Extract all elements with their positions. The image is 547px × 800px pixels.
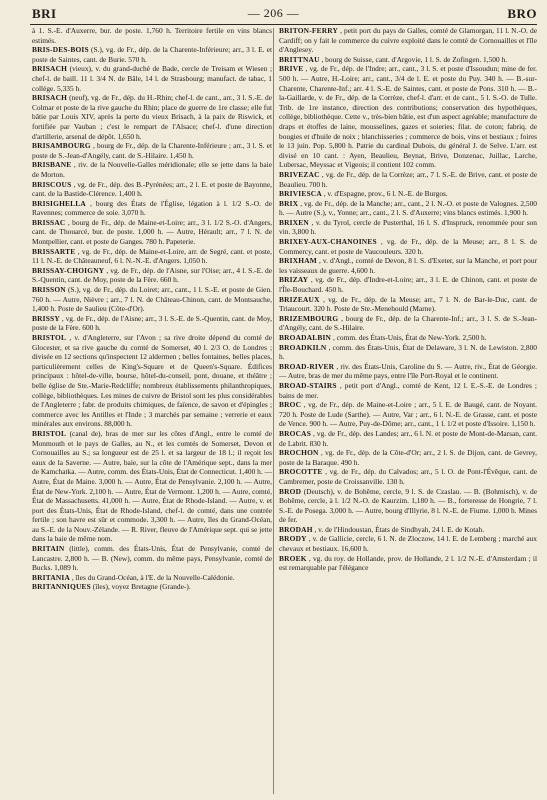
entry-text: (canal de), bras de mer sur les côtes d'Angl., entre le comté de Monmouth et le pays de Galles, au N., et les comtés de Somerset, Devon et Cornouailles au S.; sa longueur est de 25 l. et sa largeur de 18 l.; il reçoit les eaux de la Saverne. — Autre, baie, sur la côte de l'Amérique sept., dans la mer de Kamchatka. — Autre, comm. des États-Unis, État de Connecticut. 1,400 h. — Autre, État de Maine. 3,000 h. — Autre, État de Pensylvanie. 2,100 h. — Autre, État de New-York. 2,100 h. — Autre, État de Vermont. 1,200 h. — Autre, comté, État de Massachusetts. 41,000 h. — Autre, État de Rhode-Island. — Autre, v. et port des États-Unis, État de Rhode-Island, chef-l. de comté, dans une contrée fertile ; son havre est sûr et commode. 3,300 h. — Autre, îles du Grand-Océan, au S.-E. de la Nouv.-Zélande. — R. River, fleuve de l'Amérique sept. qui se jette dans la baie de même nom. xyxy=(32,428,272,544)
dictionary-entry xyxy=(32,573,272,583)
dictionary-entry xyxy=(279,26,537,55)
dictionary-entry xyxy=(32,93,272,141)
column-divider xyxy=(273,28,274,794)
entry-text: , petit port du pays de Galles, comté de Glamorgan, 11 l. N.-O. de Cardiff; on y fait le commerce du cuivre exploité dans le comté de Cornouailles et l'île d'Anglesey. xyxy=(279,26,537,55)
entry-headword: BRIZEAUX xyxy=(279,294,320,304)
entry-headword: BROCOTTE xyxy=(279,467,323,477)
entry-headword: BROC xyxy=(279,400,302,410)
entry-headword: BRISIGHELLA xyxy=(32,198,86,208)
entry-headword: BRISTOL xyxy=(32,428,67,438)
entry-headword: BROADALBIN xyxy=(279,333,332,342)
entry-headword: BRITTNAU xyxy=(279,54,320,64)
dictionary-entry xyxy=(32,64,272,93)
entry-text: , vg. de Fr., dép. de la Meuse; arr., 8 l. S. de Commercy, cant. et poste de Vaucouleurs. 320 h. xyxy=(279,237,537,256)
dictionary-entry xyxy=(32,333,272,429)
entry-headword: BROCAS xyxy=(279,428,312,438)
entry-headword: BRISSAY-CHOIGNY xyxy=(32,265,105,275)
entry-text: , îles du Grand-Océan, à l'E. de la Nouvelle-Calédonie. xyxy=(70,572,235,582)
entry-text: , v. du Tyrol, cercle de Pusterthal, 16 l. S. d'Inspruck, renommée pour son vin. 3,800 h. xyxy=(279,217,537,237)
running-header xyxy=(0,4,547,24)
dictionary-entry xyxy=(32,247,272,266)
dictionary-entry xyxy=(279,189,537,199)
entry-headword: BRISAMBOURG xyxy=(32,141,91,151)
entry-headword: BRISACH xyxy=(32,93,68,103)
dictionary-entry xyxy=(279,333,537,343)
dictionary-entry xyxy=(279,170,537,189)
entry-headword: BROAD-RIVER xyxy=(279,361,335,371)
dictionary-entry xyxy=(32,544,272,573)
dictionary-entry xyxy=(279,554,537,573)
dictionary-entry xyxy=(279,295,537,314)
right-column xyxy=(279,26,537,796)
entry-text: , v. de Gallicie, cercle, 6 l. N. de Zloczow, 14 l. E. de Lemberg ; marché aux chevaux et bestiaux. 16,600 h. xyxy=(279,534,537,554)
header-right-word: BRO xyxy=(507,6,537,21)
entry-text: , vg. de Fr., dép. des Landes; arr., 6 l. N. et poste de Mont-de-Marsan, cant. de Labrit. 830 h. xyxy=(279,428,537,448)
entry-text: , vg. de Fr., dép. de l'Indre; arr., cant., 3 l. S. et poste d'Issoudun; mine de fer. 500 h. — Autre, H.-Loire; arr., cant., 3/4 de l. E. et poste du Puy. 340 h. — B.-sur-Charente, Charente-Inf.; arr. 4 l. S.-E. de Saintes, cant. et poste de Pons. 310 h. — B.-la-Gaillarde, v. de Fr., dép. de la Corrèze, chef-l. d'arr. et de cant., 5 l. S.-O. de Tulle. Trib. de 1re instance, direction des contributions; conservation des hypothèques, collège, bibliothèque. Cette v., très-bien bâtie, est d'un aspect agréable; manufacture de draps et étoffes de laine, mousselines, gazes et soieries; filat. de coton; fabriq. de bougies et d'huile de noix ; blanchisseries ; commerce de bois, vins et bestiaux ; foires le 13 juin. Pop. 5,800 h. Patrie du cardinal Dubois, du général J. de Selve. L'arr. est divisé en 10 cant. : Ayen, Beaulieu, Beynat, Brive, Donzenac, Juillac, Larche, Lubersac, Meyssac et Vigeois; il contient 102 comm. xyxy=(279,64,537,170)
entry-text: , vg. de Fr., dép. de l'Aisne, sur l'Oise; arr., 4 l. S.-E. de S.-Quentin, cant. de Moy, poste de la Fère. 660 h. xyxy=(32,265,272,285)
entry-text: , riv. des États-Unis, Caroline du S. — Autre, riv., État de Géorgie. — Autre, bras de mer du même pays, entre l'île Port-Royal et le continent. xyxy=(279,361,537,381)
entry-headword: BRIZAY xyxy=(279,275,309,285)
dictionary-entry xyxy=(32,160,272,179)
dictionary-entry xyxy=(279,218,537,237)
entry-text: (Deutsch), v. de Bohême, cercle, 9 l. S. de Czaslau. — B. (Bohmisch), v. de Bohême, cercle, à l. 1/2 N.-O. de Kaurzim. 1,180 h. — B., forteresse de Hongrie, 7 l. S.-E. de Posega. 3,000 h. — Autre, bourg d'Illyrie, 8 l. N.-E. de Fiume. 1,000 h. Mines de fer. xyxy=(279,486,537,525)
entry-headword: BROEK xyxy=(279,553,307,563)
entry-headword: BRIVE xyxy=(279,64,304,74)
entry-text: , bourg des États de l'Église, légation à l. 1/2 S.-O. de Ravennes; commerce de soie. 3,070 h. xyxy=(32,198,272,218)
dictionary-entry xyxy=(279,467,537,486)
dictionary-entry xyxy=(279,448,537,467)
entry-text: à 1. S.-E. d'Auxerre, bur. de poste. 1,760 h. Territoire fertile en vins blancs estimés. xyxy=(32,26,272,45)
dictionary-entry xyxy=(279,362,537,381)
entry-headword: BRODY xyxy=(279,534,307,544)
entry-headword: BRITANNIQUES xyxy=(32,582,91,592)
entry-text: , vg. de Fr., dép. des B.-Pyrénées; arr., 2 l. E. et poste de Bayonne, cant. de la Bastide-Clérence. 1,400 h. xyxy=(32,179,272,199)
entry-text: , bourg de Fr., dép. de la Charente-Inférieure ; arr., 3 l. S. et poste de S.-Jean-d'Angély, cant. de S.-Hilaire. 1,450 h. xyxy=(32,141,272,160)
entry-headword: BRITANIA xyxy=(32,572,71,582)
dictionary-entry xyxy=(279,343,537,362)
entry-headword: BRIVIESCA xyxy=(279,189,322,199)
entry-text: (vieux), v. du grand-duché de Bade, cercle de Treisam et Wiesen ; chef-l. de baill. 11 l. 3/4 N. de Bâle, 14 l. de Strasbourg; manufact. de tabac, 1 collège. 5,335 h. xyxy=(32,64,272,93)
dictionary-entry xyxy=(279,525,537,535)
entry-text: , vg. de Fr., dép. de Maine-et-Loire ; arr., 5 l. E. de Baugé, cant. de Noyant. 720 h. Poste de Lude (Sarthe). — Autre, Var ; arr., 6 l. N.-E. de Grasse, cant. et poste de Vence. 900 h. — Autre, Puy-de-Dôme; arr., cant., 1 l. 1/2 et poste d'Issoire. 1,150 h. xyxy=(279,400,537,429)
entry-text: , vg. de Fr., dép. du Calvados; arr., 5 l. O. de Pont-l'Évêque, cant. de Cambremer, poste de Croissanville. 130 h. xyxy=(279,467,537,486)
dictionary-entry xyxy=(279,55,537,65)
dictionary-entry xyxy=(32,218,272,247)
entry-headword: BRISTOL xyxy=(32,333,67,342)
entry-text: (S.), vg. de Fr., dép. du Loiret; arr., cant., 1 l. S.-E. et poste de Gien. 760 h. — Autre, Nièvre ; arr., 7 l. N. de Château-Chinon, cant. de Montsauche, 1,400 h. Poste de Saulieu (Côte-d'Or). xyxy=(32,285,272,314)
entry-headword: BRISSON xyxy=(32,285,66,295)
entry-headword: BROD xyxy=(279,486,302,496)
dictionary-entry xyxy=(279,429,537,448)
entry-text: , bourg de Fr., dép. de Maine-et-Loire; arr., 3 l. 1/2 S.-O. d'Angers, cant. de Thouarcé, bur. de poste. 1,000 h. — Autre, Hérault; arr., 7 l. N. de Montpellier, cant. et poste de Ganges. 780 h. Papeterie. xyxy=(32,217,272,247)
entry-headword: BRIX xyxy=(279,198,299,208)
dictionary-entry xyxy=(279,256,537,275)
entry-text: , riv. de la Nouvelle-Galles méridionale; elle se jette dans la baie de Morton. xyxy=(32,160,272,179)
entry-headword: BRISCOUS xyxy=(32,179,72,189)
dictionary-entry xyxy=(279,400,537,429)
entry-headword: BRISBANE xyxy=(32,160,72,170)
dictionary-entry xyxy=(279,381,537,400)
page-number: — 206 — xyxy=(247,6,300,20)
entry-text: , vg. de Fr., dép. de la Manche; arr., cant., 2 l. N.-O. et poste de Valognes. 2,500 h. — Autre (S.), v., Yonne; arr., cant., 2 l. S. d'Auxerre; vins blancs estimés. 1,900 h. xyxy=(279,198,537,218)
entry-headword: BRIZEMBOURG xyxy=(279,313,339,323)
entry-text: , bourg de Suisse, cant. d'Argovie, 1 l. S. de Zofingen. 1,500 h. xyxy=(319,54,508,64)
header-left-word: BRI xyxy=(32,6,57,21)
dictionary-entry xyxy=(32,26,272,45)
entry-text: , v. d'Angleterre, sur l'Avon ; sa rive droite dépend du comté de Glocester, et sa rive gauche du comté de Somerset, 40 l. 2/3 O. de Londres ; divisée en 12 sections qu'inspectent 12 aldermen ; belles fontaines, belles places, particulièrement celles de King's-Square et de Queen's-Square. Édifices principaux : hôtel-de-ville, bourse, hôtel-du-conseil, pont, douane, et théâtre ; belle église de Ste.-Marie-Redcliffe; nombreux établissements philanthropiques, collège, bibliothèques. Les mines de cuivre de Bristol sont les plus considérables de l'Angleterre ; fabr. de produits chimiques, de faïence, de savon et d'épingles ; commerce avec les Antilles et l'Inde ; 3 marchés par semaine ; verrerie et eaux minérales aux environs. 88,000 h. xyxy=(32,333,272,429)
dictionary-entry xyxy=(279,64,537,170)
dictionary-entry xyxy=(279,275,537,294)
dictionary-entry xyxy=(32,285,272,314)
entry-text: (S.), vg. de Fr., dép. de la Charente-Inférieure; arr., 3 l. E. et poste de Saintes, cant. de Burie. 570 h. xyxy=(32,45,272,64)
entry-text: , v. d'Angl., comté de Devon, 8 l. S. d'Exeter, sur la Manche, et port pour les vaisseaux de guerre. 4,600 h. xyxy=(279,256,537,275)
dictionary-entry xyxy=(32,582,272,592)
entry-text: , v. d'Espagne, prov., 6 l. N.-E. de Burgos. xyxy=(321,189,448,199)
entry-text: , vg. de Fr., dép. de l'Aisne; arr., 3 l. S.-E. de S.-Quentin, cant. de Moy, poste de la Fère. 600 h. xyxy=(32,313,272,333)
entry-text: (neuf), vg. de Fr., dép. du H.-Rhin; chef-l. de cant., arr., 3 l. S.-E. de Colmar et poste de la rive gauche du Rhin; place de guerre de 1re classe; elle fut bâtie par Louis XIV, après la perte du vieux Brisach, à la paix de Riswick, et fortifiée par Vauban ; c'est le rempart de l'Alsace; chef-l. d'une direction d'artillerie, arsenal de dépôt. 1,650 h. xyxy=(32,93,272,141)
dictionary-entry xyxy=(279,237,537,256)
dictionary-entry xyxy=(32,429,272,544)
entry-headword: BRIVEZAC xyxy=(279,169,320,179)
entry-text: (little), comm. des États-Unis, État de Pensylvanie, comté de Lancastre. 2,800 h. — B. (New), comm. du même pays, Pensylvanie, comté de Bucks. 1,089 h. xyxy=(32,544,272,573)
dictionary-entry xyxy=(279,199,537,218)
entry-headword: BRIXEN xyxy=(279,217,309,227)
entry-headword: BRIXHAM xyxy=(279,256,317,266)
dictionary-entry xyxy=(32,314,272,333)
entry-headword: BRITAIN xyxy=(32,544,65,554)
dictionary-entry xyxy=(32,266,272,285)
entry-headword: BRISSY xyxy=(32,313,60,323)
dictionary-entry xyxy=(32,180,272,199)
dictionary-entry xyxy=(279,314,537,333)
entry-text: (îles), voyez Bretagne (Grande-). xyxy=(90,582,191,592)
dictionary-entry xyxy=(32,45,272,64)
entry-text: , vg. de Fr., dép. de Maine-et-Loire, arr. de Segré, cant. et poste, 11 l. N.-E. de Châteauneuf, 6 l. N.-N.-E. d'Angers. 1,050 h. xyxy=(32,246,272,266)
entry-headword: BRITON-FERRY xyxy=(279,26,339,35)
dictionary-entry xyxy=(32,141,272,160)
entry-headword: BRIXEY-AUX-CHANOINES xyxy=(279,237,377,247)
header-rule xyxy=(30,24,537,25)
left-column xyxy=(32,26,272,796)
entry-headword: BRIS-DES-BOIS xyxy=(32,45,89,55)
entry-headword: BROADKILN xyxy=(279,342,327,352)
dictionary-entry xyxy=(32,199,272,218)
entry-text: , vg. de Fr., dép. d'Indre-et-Loire; arr., 3 l. E. de Chinon, cant. et poste de l'Île-Bouchard. 450 h. xyxy=(279,275,537,295)
entry-text: , v. de l'Hindoustan, États de Sindhyah, 24 l. E. de Kotah. xyxy=(312,524,485,534)
entry-text: , bourg de Fr., dép. de la Charente-Inf.; arr., 3 l. S. de S.-Jean-d'Angély, cant. de S.-Hilaire. xyxy=(279,313,537,333)
entry-text: , vg. de Fr., dép. de la Corrèze; arr., 7 l. S.-E. de Brive, cant. et poste de Beaulieu. 700 h. xyxy=(279,169,537,189)
entry-headword: BRISACH xyxy=(32,64,68,74)
entry-headword: BROCHON xyxy=(279,448,319,458)
entry-headword: BRISSAC xyxy=(32,217,66,227)
entry-headword: BROAD-STAIRS xyxy=(279,380,337,390)
entry-text: , vg. de Fr., dép. de la Côte-d'Or; arr., 2 l. S. de Dijon, cant. de Gevrey, poste de la Baraque. 490 h. xyxy=(279,448,537,467)
entry-text: , vg. du roy. de Hollande, prov. de Hollande, 2 l. 1/2 N.-E. d'Amsterdam ; il est remarquable par l'élégance xyxy=(279,553,537,573)
entry-text: , vg. de Fr., dép. de la Meuse; arr., 7 l. N. de Bar-le-Duc, cant. de Triaucourt. 320 h. Poste de Ste.-Menehould (Marne). xyxy=(279,294,537,314)
entry-text: , comm. des États-Unis, État de Delaware, 3 l. N. de Lewiston. 2,800 h. xyxy=(279,342,537,362)
dictionary-entry xyxy=(279,534,537,553)
entry-headword: BRODAH xyxy=(279,524,313,534)
entry-text: , comm. des États-Unis, État de New-York. 2,500 h. xyxy=(331,333,487,342)
dictionary-entry xyxy=(279,487,537,525)
entry-text: , petit port d'Angl., comté de Kent, 12 l. E.-S.-E. de Londres ; bains de mer. xyxy=(279,380,537,400)
entry-headword: BRISSARTE xyxy=(32,246,76,256)
